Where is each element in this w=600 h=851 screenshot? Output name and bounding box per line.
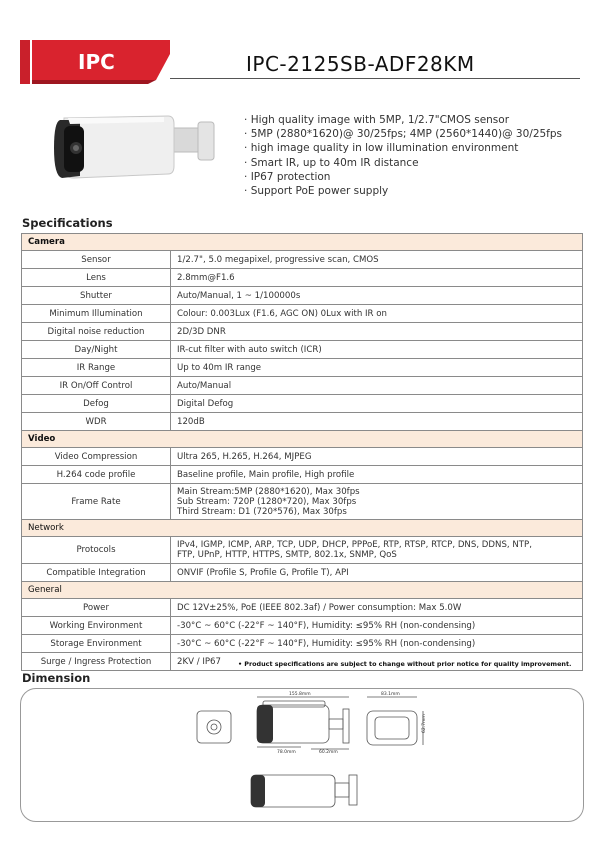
mount-label: 60.2mm bbox=[319, 750, 338, 755]
table-row: Digital noise reduction 2D/3D DNR bbox=[22, 323, 583, 341]
title-underline bbox=[170, 78, 580, 79]
height-label: 62.7mm bbox=[422, 714, 427, 733]
table-row: IR Range Up to 40m IR range bbox=[22, 359, 583, 377]
specifications-table bbox=[21, 233, 583, 671]
length-label: 155.8mm bbox=[289, 692, 311, 697]
table-row: Frame Rate Main Stream:5MP (2880*1620), Max 30fps Sub Stream: 720P (1280*720), Max 30fps Third Stream: D1 (720*576), Max 30fps bbox=[22, 484, 583, 520]
side-view-arm bbox=[329, 719, 343, 729]
specifications-heading: Specifications bbox=[22, 216, 113, 230]
bottom-view-front-cap bbox=[251, 775, 265, 807]
top-view-outline bbox=[367, 711, 417, 745]
side-view-front-cap bbox=[257, 705, 273, 743]
table-row: Surge / Ingress Protection 2KV / IP67 bbox=[22, 653, 583, 671]
table-row: Protocols IPv4, IGMP, ICMP, ARP, TCP, UDP, DHCP, PPPoE, RTP, RTSP, RTCP, DNS, DDNS, NTP, FTP, UPnP, HTTP, HTTPS, SMTP, 802.1x, SNMP, QoS bbox=[22, 537, 583, 564]
feature-item: · IP67 protection bbox=[244, 170, 562, 184]
group-header-general: General bbox=[22, 582, 583, 599]
model-number: IPC-2125SB-ADF28KM bbox=[246, 52, 475, 76]
table-row: Video Compression Ultra 265, H.265, H.264, MJPEG bbox=[22, 448, 583, 466]
lens-offset-label: 78.0mm bbox=[277, 750, 296, 755]
table-row: Compatible Integration ONVIF (Profile S, Profile G, Profile T), API bbox=[22, 564, 583, 582]
table-row: Power DC 12V±25%, PoE (IEEE 802.3af) / Power consumption: Max 5.0W bbox=[22, 599, 583, 617]
front-view-outline bbox=[197, 711, 231, 743]
side-view-mount bbox=[343, 709, 349, 743]
ipc-category-banner bbox=[20, 40, 170, 84]
feature-item: · high image quality in low illumination environment bbox=[244, 141, 562, 155]
table-row: Working Environment -30°C ~ 60°C (-22°F ~ 140°F), Humidity: ≤95% RH (non-condensing) bbox=[22, 617, 583, 635]
table-row: H.264 code profile Baseline profile, Main profile, High profile bbox=[22, 466, 583, 484]
dimension-drawing-panel bbox=[20, 688, 584, 822]
table-row: WDR 120dB bbox=[22, 413, 583, 431]
group-header-network: Network bbox=[22, 520, 583, 537]
feature-item: · Support PoE power supply bbox=[244, 184, 562, 198]
disclaimer-note: • Product specifications are subject to change without prior notice for quality improvement. bbox=[238, 660, 572, 668]
table-row: Minimum Illumination Colour: 0.003Lux (F1.6, AGC ON) 0Lux with IR on bbox=[22, 305, 583, 323]
feature-item: · Smart IR, up to 40m IR distance bbox=[244, 156, 562, 170]
table-row: Shutter Auto/Manual, 1 ~ 1/100000s bbox=[22, 287, 583, 305]
camera-product-image bbox=[50, 108, 220, 198]
category-label: IPC bbox=[78, 50, 115, 74]
dimension-heading: Dimension bbox=[22, 671, 91, 685]
feature-item: · 5MP (2880*1620)@ 30/25fps; 4MP (2560*1440)@ 30/25fps bbox=[244, 127, 562, 141]
front-view-lens bbox=[207, 720, 221, 734]
feature-list bbox=[244, 113, 562, 198]
table-row: Lens 2.8mm@F1.6 bbox=[22, 269, 583, 287]
width-label: 83.1mm bbox=[381, 692, 400, 697]
table-row: Sensor 1/2.7", 5.0 megapixel, progressive scan, CMOS bbox=[22, 251, 583, 269]
table-row: Day/Night IR-cut filter with auto switch (ICR) bbox=[22, 341, 583, 359]
table-row: IR On/Off Control Auto/Manual bbox=[22, 377, 583, 395]
table-row: Defog Digital Defog bbox=[22, 395, 583, 413]
feature-item: · High quality image with 5MP, 1/2.7"CMOS sensor bbox=[244, 113, 562, 127]
group-header-camera: Camera bbox=[22, 234, 583, 251]
table-row: Storage Environment -30°C ~ 60°C (-22°F ~ 140°F), Humidity: ≤95% RH (non-condensing) bbox=[22, 635, 583, 653]
dimension-drawing bbox=[21, 689, 583, 821]
group-header-video: Video bbox=[22, 431, 583, 448]
